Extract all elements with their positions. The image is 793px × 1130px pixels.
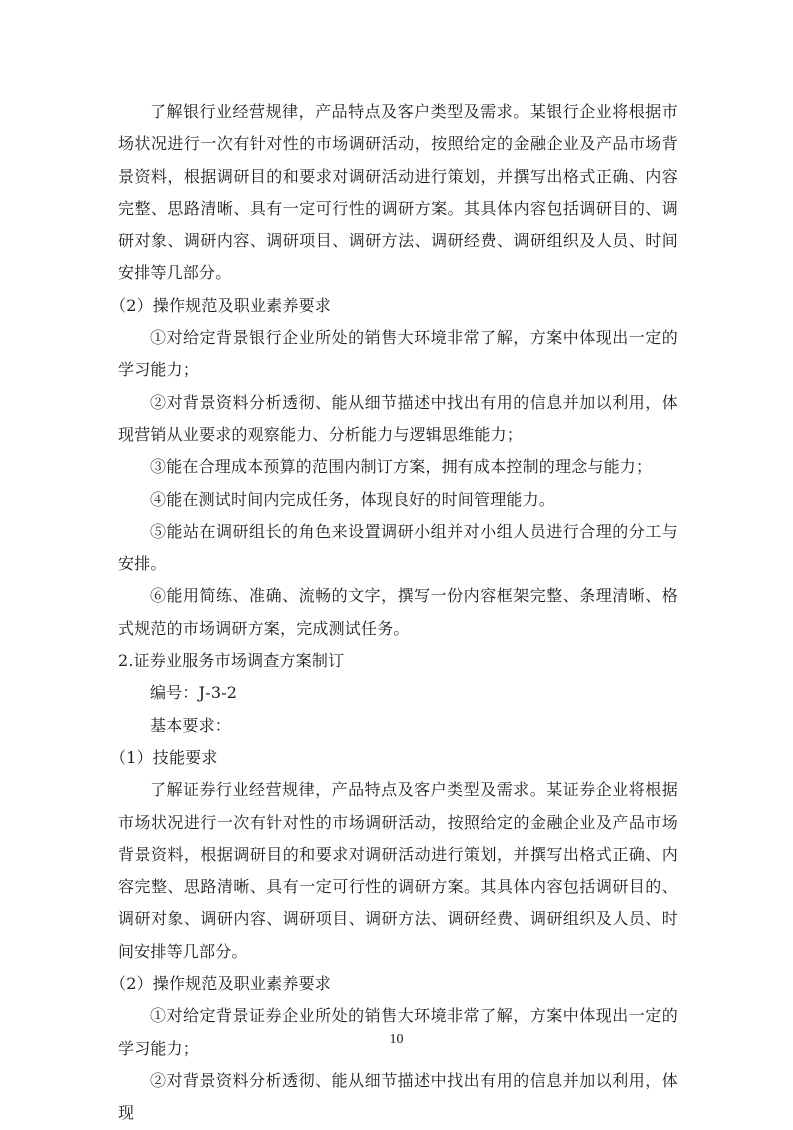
paragraph-bank-skills: 了解银行业经营规律，产品特点及客户类型及需求。某银行企业将根据市场状况进行一次有针对性的市场调研活动，按照给定的金融企业及产品市场背景资料，根据调研目的和要求对调研活动进行策划，并撰写出格式正确、内容完整、思路清晰、具有一定可行性的调研方案。其具体内容包括调研目的、调研对象、调研内容、调研项目、调研方法、调研经费、调研组织及人员、时间安排等几部分。 [118,102,678,283]
list-item-bank-3: ③能在合理成本预算的范围内制订方案，拥有成本控制的理念与能力； [150,457,653,477]
list-item-securities-1: ①对给定背景证券企业所处的销售大环境非常了解，方案中体现出一定的学习能力； [118,1006,678,1058]
paragraph-securities-skills: 了解证券行业经营规律，产品特点及客户类型及需求。某证券企业将根据市场状况进行一次有针对性的市场调研活动，按照给定的金融企业及产品市场背景资料，根据调研目的和要求对调研活动进行策划，并撰写出格式正确、内容完整、思路清晰、具有一定可行性的调研方案。其具体内容包括调研目的、调研对象、调研内容、调研项目、调研方法、调研经费、调研组织及人员、时间安排等几部分。 [118,780,678,961]
list-item-bank-1: ①对给定背景银行企业所处的销售大环境非常了解，方案中体现出一定的学习能力； [118,328,678,380]
list-item-bank-5: ⑤能站在调研组长的角色来设置调研小组并对小组人员进行合理的分工与安排。 [118,521,678,574]
page-number: 10 [389,1032,404,1047]
list-item-bank-4: ④能在测试时间内完成任务，体现良好的时间管理能力。 [150,489,556,509]
item-code: 编号：J-3-2 [150,683,238,703]
subheading-securities-skills: （1）技能要求 [110,747,218,767]
section-heading-securities: 2.证券业服务市场调查方案制订 [118,651,345,671]
basic-requirements-label: 基本要求： [150,715,232,735]
subheading-securities-norms: （2）操作规范及职业素养要求 [110,974,331,994]
list-item-securities-2: ②对背景资料分析透彻、能从细节描述中找出有用的信息并加以利用，体现 [118,1070,678,1123]
list-item-bank-2: ②对背景资料分析透彻、能从细节描述中找出有用的信息并加以利用，体现营销从业要求的观察能力、分析能力与逻辑思维能力； [118,392,678,444]
list-item-bank-6: ⑥能用简练、准确、流畅的文字，撰写一份内容框架完整、条理清晰、格式规范的市场调研方案，完成测试任务。 [118,586,678,638]
subheading-bank-norms: （2）操作规范及职业素养要求 [110,295,331,315]
document-body [110,96,678,1130]
